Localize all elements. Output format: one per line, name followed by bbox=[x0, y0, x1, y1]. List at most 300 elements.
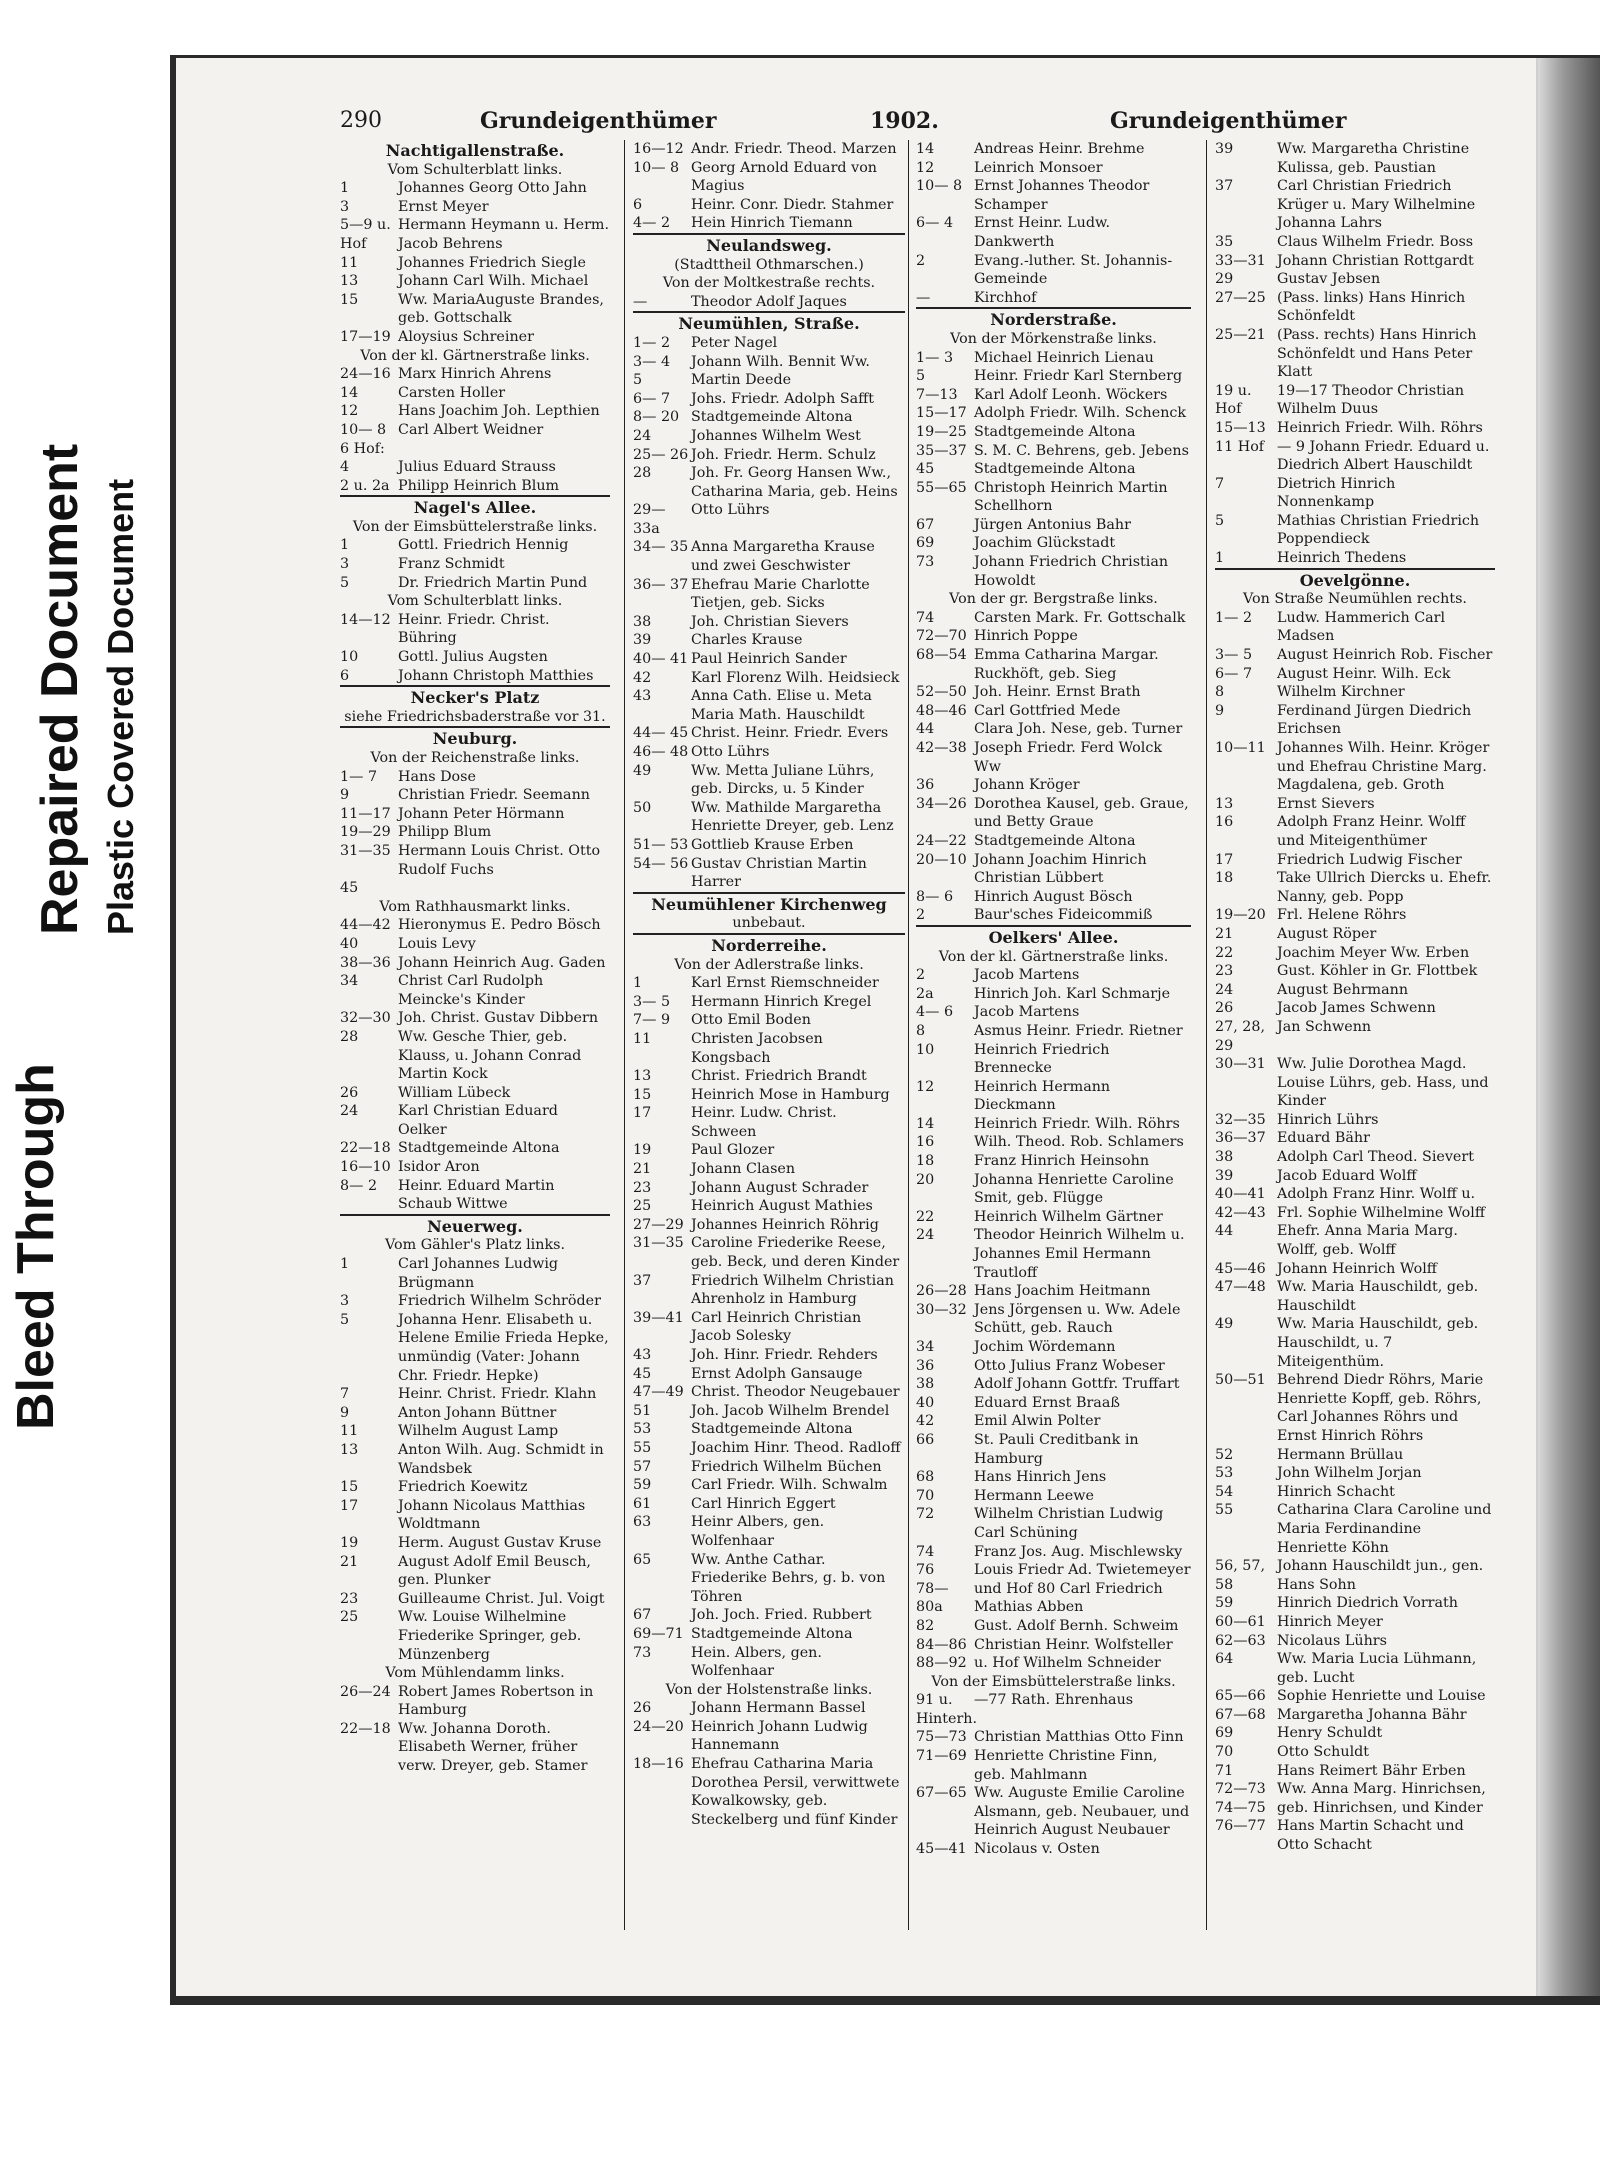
owner-entry bbox=[633, 576, 905, 613]
owner-name: Ehefrau Marie Charlotte Tietjen, geb. Sicks bbox=[691, 576, 870, 612]
owner-name: Andreas Heinr. Brehme bbox=[974, 141, 1145, 157]
owner-name: Karl Christian Eduard Oelker bbox=[398, 1103, 558, 1138]
owner-name: Hans Hinrich Jens bbox=[974, 1469, 1107, 1486]
owner-name: Joh. Fr. Georg Hansen Ww., Catharina Maria, geb. Heins bbox=[691, 465, 898, 500]
owner-entry bbox=[633, 1755, 905, 1829]
owner-name: Hinrich Meyer bbox=[1277, 1613, 1383, 1630]
house-number: 7 bbox=[340, 1386, 350, 1403]
house-number: 10 bbox=[916, 1041, 935, 1058]
owner-entry bbox=[1215, 1501, 1495, 1557]
owner-entry bbox=[916, 1487, 1191, 1506]
owner-entry bbox=[340, 555, 610, 574]
house-number: 64 bbox=[1215, 1651, 1234, 1668]
owner-entry bbox=[916, 460, 1191, 479]
owner-entry bbox=[340, 1385, 610, 1404]
owner-name: Ww. Maria Lucia Lühmann, geb. Lucht bbox=[1277, 1651, 1477, 1686]
house-number: 17 bbox=[633, 1105, 652, 1122]
section-note: unbebaut. bbox=[732, 915, 806, 932]
directory-column-4 bbox=[1215, 140, 1495, 1855]
column-rule bbox=[908, 140, 909, 1930]
owner-name: Ww. Gesche Thier, geb. Klauss, u. Johann Conrad Martin Kock bbox=[398, 1028, 582, 1083]
house-number: 1 bbox=[340, 537, 350, 554]
owner-entry bbox=[916, 627, 1191, 646]
owner-name: August Behrmann bbox=[1277, 981, 1409, 998]
house-number: 44 bbox=[1215, 1223, 1234, 1240]
house-number: 49 bbox=[1215, 1316, 1234, 1333]
owner-entry bbox=[916, 553, 1191, 590]
house-number: 42—43 bbox=[1215, 1204, 1266, 1221]
owner-name: Clara Joh. Nese, geb. Turner bbox=[974, 721, 1183, 738]
house-number: 69 bbox=[1215, 1725, 1234, 1742]
owner-name: Johannes Georg Otto Jahn bbox=[398, 180, 587, 197]
owner-name: Hinrich Schacht bbox=[1277, 1483, 1395, 1500]
owner-name: Johannes Wilhelm West bbox=[691, 427, 861, 444]
owner-name: Ww. Auguste Emilie Caroline Alsmann, geb. Neubauer, und Heinrich August Neubauer bbox=[974, 1785, 1190, 1839]
house-number: 28 bbox=[633, 465, 652, 482]
house-number: 15 bbox=[340, 291, 359, 308]
house-number: 76 bbox=[916, 1562, 935, 1579]
owner-entry bbox=[916, 1728, 1191, 1747]
house-number: 74—75 bbox=[1215, 1799, 1266, 1816]
owner-entry bbox=[1215, 512, 1495, 549]
owner-entry bbox=[916, 214, 1191, 251]
owner-entry bbox=[1215, 1743, 1495, 1762]
house-number: 24—16 bbox=[340, 366, 391, 383]
house-number: 5 bbox=[340, 574, 350, 591]
house-number: 51 bbox=[633, 1402, 652, 1419]
house-number: 57 bbox=[633, 1458, 652, 1475]
owner-name: August Röper bbox=[1277, 925, 1377, 942]
owner-name: Hans Reimert Bähr Erben bbox=[1277, 1762, 1466, 1779]
owner-entry bbox=[340, 667, 610, 686]
owner-name: Paul Heinrich Sander bbox=[691, 651, 847, 668]
house-number: 15 bbox=[340, 1479, 359, 1496]
house-number: 10— 8 bbox=[633, 159, 680, 176]
owner-entry bbox=[1215, 1464, 1495, 1483]
owner-entry bbox=[1215, 1557, 1495, 1594]
owner-entry bbox=[916, 1412, 1191, 1431]
owner-name: Behrend Diedr Röhrs, Marie Henriette Kopff, geb. Röhrs, Carl Johannes Röhrs und Ernst Hinrich Röhrs bbox=[1277, 1372, 1484, 1444]
owner-entry bbox=[633, 1346, 905, 1365]
house-number: 19 bbox=[340, 1534, 359, 1551]
owner-entry bbox=[340, 272, 610, 291]
house-number: 6— 4 bbox=[916, 215, 954, 232]
owner-entry bbox=[1215, 140, 1495, 177]
house-number: 18 bbox=[1215, 870, 1234, 887]
owner-entry bbox=[1215, 1706, 1495, 1725]
owner-name bbox=[398, 879, 610, 898]
owner-entry bbox=[1215, 795, 1495, 814]
owner-name: Theodor Adolf Jaques bbox=[691, 293, 847, 310]
owner-entry bbox=[633, 669, 905, 688]
owner-entry bbox=[916, 851, 1191, 888]
house-number: 21 bbox=[1215, 925, 1234, 942]
owner-entry bbox=[916, 832, 1191, 851]
house-number: 35—37 bbox=[916, 442, 967, 459]
house-number: 40 bbox=[916, 1394, 935, 1411]
owner-name: Otto Schuldt bbox=[1277, 1744, 1370, 1761]
owner-name: Christoph Heinrich Martin Schellhorn bbox=[974, 479, 1168, 515]
owner-name: Baur'sches Fideicommiß bbox=[974, 907, 1153, 924]
owner-name: Johann Nicolaus Matthias Woldtmann bbox=[398, 1497, 586, 1533]
owner-entry bbox=[340, 1084, 610, 1103]
house-number: 14 bbox=[916, 141, 935, 157]
owner-entry bbox=[633, 631, 905, 650]
owner-entry bbox=[1215, 475, 1495, 512]
house-number: 88—92 bbox=[916, 1655, 967, 1672]
owner-entry bbox=[916, 1152, 1191, 1171]
house-number: 1 bbox=[340, 180, 350, 197]
house-number: 38—36 bbox=[340, 954, 391, 971]
house-number: 7 bbox=[1215, 475, 1225, 492]
owner-entry bbox=[916, 386, 1191, 405]
owner-entry bbox=[633, 464, 905, 501]
owner-entry bbox=[633, 1272, 905, 1309]
owner-name: Otto Lührs bbox=[691, 502, 770, 519]
house-number: 78—80a bbox=[916, 1580, 949, 1616]
owner-name: Adolph Franz Heinr. Wolff und Miteigenthümer bbox=[1277, 814, 1466, 849]
house-number: 27—29 bbox=[633, 1216, 684, 1233]
owner-name: Ww. Anna Marg. Hinrichsen, bbox=[1277, 1781, 1486, 1798]
owner-entry bbox=[916, 479, 1191, 516]
owner-entry bbox=[633, 1086, 905, 1105]
owner-name: Johannes Wilh. Heinr. Kröger und Ehefrau Christine Marg. Magdalena, geb. Groth bbox=[1277, 740, 1490, 794]
owner-entry bbox=[916, 906, 1191, 925]
owner-name: Ehefr. Anna Maria Marg. Wolff, geb. Wolff bbox=[1277, 1223, 1458, 1259]
owner-name: Joh. Heinr. Ernst Brath bbox=[974, 684, 1141, 701]
house-number: 25— 26 bbox=[633, 446, 689, 463]
owner-name: Heinrich Friedr. Wilh. Röhrs bbox=[974, 1115, 1180, 1132]
owner-name: Ww. Louise Wilhelmine Friederike Springer, geb. Münzenberg bbox=[398, 1609, 582, 1663]
house-number: 2 bbox=[916, 907, 926, 924]
owner-name: Dorothea Kausel, geb. Graue, und Betty Graue bbox=[974, 795, 1189, 831]
directory-column-1 bbox=[340, 140, 610, 1776]
house-number: 34— 35 bbox=[633, 539, 689, 556]
owner-entry bbox=[916, 1226, 1191, 1282]
owner-entry bbox=[340, 916, 610, 935]
owner-name: Emil Alwin Polter bbox=[974, 1413, 1101, 1430]
house-number: 36 bbox=[916, 1357, 935, 1374]
owner-name: Heinr Albers, gen. Wolfenhaar bbox=[691, 1514, 825, 1549]
owner-entry bbox=[340, 1177, 610, 1214]
owner-entry bbox=[340, 458, 610, 477]
owner-entry bbox=[1215, 1129, 1495, 1148]
owner-name: Nicolaus Lührs bbox=[1277, 1632, 1387, 1649]
owner-entry bbox=[1215, 1446, 1495, 1465]
owner-name: Gottlieb Krause Erben bbox=[691, 836, 854, 853]
owner-name: Louis Levy bbox=[398, 935, 476, 952]
house-number: 40— 41 bbox=[633, 651, 689, 668]
house-number: 71—69 bbox=[916, 1748, 967, 1765]
house-number: 10 bbox=[340, 649, 359, 666]
house-number: 23 bbox=[340, 1590, 359, 1607]
house-number: 65—66 bbox=[1215, 1688, 1266, 1705]
section-note: Von der Holstenstraße links. bbox=[665, 1681, 873, 1698]
house-number: 71 bbox=[1215, 1762, 1234, 1779]
owner-name: Hans Joachim Heitmann bbox=[974, 1283, 1151, 1300]
owner-entry bbox=[1215, 1260, 1495, 1279]
owner-entry bbox=[1215, 1204, 1495, 1223]
owner-name: John Wilhelm Jorjan bbox=[1277, 1465, 1422, 1482]
owner-name: Gottl. Julius Augsten bbox=[398, 649, 548, 666]
owner-entry bbox=[340, 1608, 610, 1664]
house-number: 5 bbox=[1215, 512, 1225, 529]
owner-entry bbox=[1215, 962, 1495, 981]
owner-name: Heinr. Christ. Friedr. Klahn bbox=[398, 1386, 597, 1403]
owner-entry bbox=[916, 683, 1191, 702]
owner-entry bbox=[633, 196, 905, 215]
house-number: 22—18 bbox=[340, 1720, 391, 1737]
house-number: 13 bbox=[340, 273, 359, 290]
section-note: Vom Schulterblatt links. bbox=[387, 161, 563, 178]
house-number: 9 bbox=[340, 1404, 350, 1421]
owner-entry bbox=[1215, 549, 1495, 568]
owner-name: Joachim Hinr. Theod. Radloff bbox=[691, 1439, 901, 1456]
house-number: 12 bbox=[916, 1078, 935, 1095]
street-heading: Norderstraße. bbox=[916, 307, 1191, 330]
owner-entry bbox=[633, 390, 905, 409]
house-number: 24—22 bbox=[916, 832, 967, 849]
owner-name: August Heinr. Wilh. Eck bbox=[1277, 665, 1451, 682]
owner-entry bbox=[633, 1216, 905, 1235]
house-number: 10— 8 6 Hof: bbox=[340, 421, 387, 457]
owner-name: Wilhelm August Lamp bbox=[398, 1423, 559, 1440]
house-number: 11 bbox=[633, 1030, 652, 1047]
owner-entry bbox=[1215, 1278, 1495, 1315]
owner-name: Hans Joachim Joh. Lepthien bbox=[398, 403, 600, 420]
owner-entry bbox=[633, 1718, 905, 1755]
owner-entry bbox=[633, 1383, 905, 1402]
owner-entry bbox=[916, 888, 1191, 907]
house-number: 45 bbox=[633, 1365, 652, 1382]
owner-entry bbox=[1215, 1687, 1495, 1706]
house-number: 3 bbox=[340, 198, 350, 215]
house-number: 1— 3 bbox=[916, 349, 954, 366]
owner-name: und Hof 80 Carl Friedrich Mathias Abben bbox=[974, 1580, 1163, 1616]
owner-name: Stadtgemeinde Altona bbox=[691, 409, 853, 426]
owner-entry bbox=[340, 179, 610, 198]
owner-name: Johanna Henriette Caroline Smit, geb. Flügge bbox=[974, 1171, 1174, 1207]
owner-entry bbox=[1215, 177, 1495, 233]
owner-name: Carl Johannes Ludwig Brügmann bbox=[398, 1256, 559, 1291]
owner-name: William Lübeck bbox=[398, 1084, 511, 1101]
owner-entry bbox=[916, 1041, 1191, 1078]
house-number: 49 bbox=[633, 762, 652, 779]
house-number: 25 bbox=[633, 1198, 652, 1215]
owner-name: Heinr. Conr. Diedr. Stahmer bbox=[691, 196, 894, 213]
house-number: 4— 6 bbox=[916, 1004, 954, 1021]
house-number: 55 bbox=[1215, 1502, 1234, 1519]
owner-name: Joseph Friedr. Ferd Wolck Ww bbox=[974, 740, 1163, 775]
owner-entry bbox=[340, 536, 610, 555]
section-note: Von der Eimsbüttelerstraße links. bbox=[931, 1673, 1176, 1690]
owner-name: geb. Hinrichsen, und Kinder bbox=[1277, 1799, 1483, 1816]
house-number: 4 bbox=[340, 459, 350, 476]
owner-entry bbox=[916, 159, 1191, 178]
owner-name: Christ Carl Rudolph Meincke's Kinder bbox=[398, 973, 544, 1008]
owner-entry bbox=[633, 687, 905, 724]
owner-name: Eduard Ernst Braaß bbox=[974, 1394, 1120, 1411]
house-number: 6— 7 bbox=[1215, 665, 1253, 682]
owner-name: Robert James Robertson in Hamburg bbox=[398, 1683, 594, 1719]
house-number: 18 bbox=[916, 1153, 935, 1170]
owner-entry bbox=[916, 966, 1191, 985]
plastic-covered-label: Plastic Covered Document bbox=[100, 478, 141, 935]
house-number: 3 bbox=[340, 1293, 350, 1310]
owner-name: Henriette Christine Finn, geb. Mahlmann bbox=[974, 1748, 1158, 1783]
owner-entry bbox=[1215, 981, 1495, 1000]
house-number: 15—13 bbox=[1215, 419, 1266, 436]
owner-name: Andr. Friedr. Theod. Marzen bbox=[691, 141, 897, 157]
owner-entry bbox=[916, 442, 1191, 461]
owner-name: Carl Hinrich Eggert bbox=[691, 1495, 836, 1512]
house-number: 13 bbox=[340, 1441, 359, 1458]
owner-name: Hermann Leewe bbox=[974, 1487, 1094, 1504]
owner-name: Johann Carl Wilh. Michael bbox=[398, 273, 589, 290]
owner-name: Henry Schuldt bbox=[1277, 1725, 1383, 1742]
house-number: 67 bbox=[633, 1607, 652, 1624]
owner-name: Ww. Maria Hauschildt, geb. Hauschildt, u. 7 Miteigenthüm. bbox=[1277, 1316, 1479, 1370]
owner-name: Johann Wilh. Bennit Ww. bbox=[691, 353, 870, 370]
house-number: 68—54 bbox=[916, 647, 967, 664]
owner-entry bbox=[916, 1022, 1191, 1041]
owner-name: Jan Schwenn bbox=[1277, 1018, 1372, 1035]
owner-entry bbox=[1215, 233, 1495, 252]
owner-entry bbox=[916, 985, 1191, 1004]
section-note: Von der kl. Gärtnerstraße links. bbox=[938, 948, 1169, 965]
owner-name: Anton Johann Büttner bbox=[398, 1404, 557, 1421]
owner-entry bbox=[1215, 1018, 1495, 1055]
house-number: 3— 5 bbox=[1215, 647, 1253, 664]
house-number: 29 bbox=[1215, 271, 1234, 288]
owner-entry bbox=[340, 1102, 610, 1139]
owner-entry bbox=[633, 1606, 905, 1625]
house-number: 7— 9 bbox=[633, 1012, 671, 1029]
owner-name: Christ. Friedrich Brandt bbox=[691, 1068, 867, 1085]
house-number: 19—20 bbox=[1215, 907, 1266, 924]
owner-name: Karl Florenz Wilh. Heidsieck bbox=[691, 669, 900, 686]
owner-name: Johann Heinrich Aug. Gaden bbox=[398, 954, 606, 971]
house-number: 2 bbox=[916, 252, 926, 269]
owner-name: Heinr. Friedr Karl Sternberg bbox=[974, 368, 1183, 385]
owner-entry bbox=[340, 1553, 610, 1590]
house-number: 63 bbox=[633, 1514, 652, 1531]
owner-name: Marx Hinrich Ahrens bbox=[398, 366, 552, 383]
section-note: Von Straße Neumühlen rechts. bbox=[1243, 591, 1467, 608]
owner-entry bbox=[633, 993, 905, 1012]
owner-name: Frl. Helene Röhrs bbox=[1277, 907, 1407, 924]
house-number: 17 bbox=[1215, 851, 1234, 868]
house-number: 34 bbox=[340, 973, 359, 990]
house-number: 42 bbox=[916, 1413, 935, 1430]
owner-entry bbox=[916, 1840, 1191, 1859]
page-edge bbox=[1538, 58, 1600, 1996]
scan-annotation-labels bbox=[0, 0, 170, 1480]
owner-name: Hermann Heymann u. Herm. Jacob Behrens bbox=[398, 217, 610, 252]
owner-name: Friedrich Wilhelm Büchen bbox=[691, 1458, 882, 1475]
owner-name: — 9 Johann Friedr. Eduard u. Diedrich Albert Hauschildt bbox=[1277, 438, 1490, 474]
house-number: 59 bbox=[633, 1477, 652, 1494]
owner-name: Hein. Albers, gen. Wolfenhaar bbox=[691, 1644, 822, 1680]
owner-name: Friedrich Koewitz bbox=[398, 1479, 528, 1496]
owner-name: Gustav Christian Martin Harrer bbox=[691, 855, 867, 891]
owner-name: Stadtgemeinde Altona bbox=[691, 1421, 853, 1438]
owner-entry bbox=[633, 140, 905, 159]
owner-entry bbox=[916, 423, 1191, 442]
bleed-through-label: Bleed Through bbox=[7, 1063, 65, 1430]
owner-name: Hinrich Joh. Karl Schmarje bbox=[974, 985, 1171, 1002]
owner-name: Carl Friedr. Wilh. Schwalm bbox=[691, 1477, 888, 1494]
owner-entry bbox=[633, 1625, 905, 1644]
house-number: 8— 2 bbox=[340, 1177, 378, 1194]
section-note: (Stadttheil Othmarschen.) bbox=[674, 256, 864, 273]
owner-name: Peter Nagel bbox=[691, 334, 778, 351]
owner-entry bbox=[916, 1375, 1191, 1394]
house-number: 2 bbox=[916, 967, 926, 984]
owner-entry bbox=[633, 1067, 905, 1086]
owner-entry bbox=[340, 648, 610, 667]
owner-entry bbox=[340, 1404, 610, 1423]
owner-name: Kirchhof bbox=[974, 289, 1037, 306]
owner-entry bbox=[633, 159, 905, 196]
house-number: 32—30 bbox=[340, 1010, 391, 1027]
owner-name: Adolph Franz Hinr. Wolff u. bbox=[1277, 1186, 1476, 1203]
owner-entry bbox=[1215, 419, 1495, 438]
owner-name: Johs. Friedr. Adolph Safft bbox=[691, 390, 875, 407]
owner-name: Ww. Maria Hauschildt, geb. Hauschildt bbox=[1277, 1279, 1479, 1314]
owner-name: Guilleaume Christ. Jul. Voigt bbox=[398, 1590, 605, 1607]
house-number: 19 u. Hof bbox=[1215, 382, 1252, 418]
house-number: 16 bbox=[1215, 814, 1234, 831]
owner-entry bbox=[1215, 1148, 1495, 1167]
owner-entry bbox=[633, 1402, 905, 1421]
house-number: 52—50 bbox=[916, 684, 967, 701]
owner-entry bbox=[916, 1208, 1191, 1227]
owner-entry bbox=[633, 650, 905, 669]
owner-entry bbox=[633, 293, 905, 312]
owner-name: Christian Heinr. Wolfsteller bbox=[974, 1636, 1173, 1653]
owner-name: Joh. Joch. Fried. Rubbert bbox=[691, 1607, 872, 1624]
owner-entry bbox=[916, 289, 1191, 308]
owner-entry bbox=[1215, 1185, 1495, 1204]
house-number: 5—9 u. Hof bbox=[340, 217, 391, 252]
house-number: 16 bbox=[916, 1134, 935, 1151]
street-heading: Neumühlen, Straße. bbox=[633, 311, 905, 334]
house-number: 14—12 bbox=[340, 611, 391, 628]
owner-entry bbox=[916, 1561, 1191, 1580]
owner-name: Joh. Jacob Wilhelm Brendel bbox=[691, 1402, 890, 1419]
owner-entry bbox=[1215, 1817, 1495, 1854]
owner-entry bbox=[340, 823, 610, 842]
house-number: 13 bbox=[1215, 795, 1234, 812]
owner-entry bbox=[1215, 438, 1495, 475]
house-number: 8 bbox=[1215, 684, 1225, 701]
owner-name: Johann Heinrich Wolff bbox=[1277, 1260, 1437, 1277]
owner-entry bbox=[340, 954, 610, 973]
house-number: 74 bbox=[916, 609, 935, 626]
owner-name: Ehefrau Catharina Maria Dorothea Persil, verwittwete Kowalkowsky, geb. Steckelberg und fünf Kinder bbox=[691, 1756, 900, 1828]
owner-entry bbox=[916, 349, 1191, 368]
house-number: 45 bbox=[340, 880, 359, 897]
owner-name: Hinrich Poppe bbox=[974, 628, 1078, 645]
owner-entry bbox=[916, 1357, 1191, 1376]
owner-name: Heinrich Friedrich Brennecke bbox=[974, 1041, 1110, 1077]
owner-name: Ernst Adolph Gansauge bbox=[691, 1365, 863, 1382]
owner-name: Christ. Theodor Neugebauer bbox=[691, 1384, 900, 1401]
house-number: 3— 5 bbox=[633, 993, 671, 1010]
owner-name: Ww. Margaretha Christine Kulissa, geb. Paustian bbox=[1277, 141, 1470, 176]
house-number: — bbox=[633, 293, 648, 310]
